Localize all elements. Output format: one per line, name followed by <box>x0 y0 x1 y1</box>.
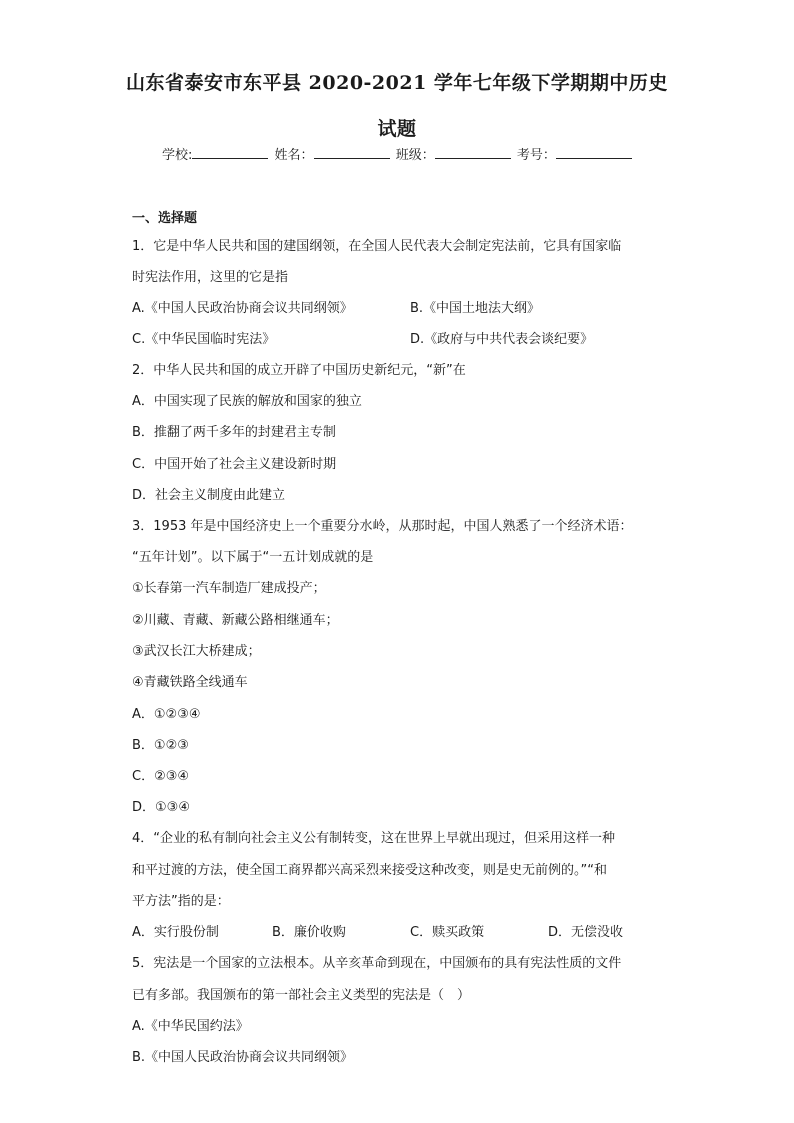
class-blank[interactable] <box>435 146 511 159</box>
q3-stem-line1: 3．1953 年是中国经济史上一个重要分水岭，从那时起，中国人熟悉了一个经济术语： <box>132 519 633 534</box>
school-label: 学校: <box>162 148 193 163</box>
name-label: 姓名： <box>274 148 314 163</box>
q2-option-b: B．推翻了两千多年的封建君主专制 <box>132 425 336 440</box>
exam-title-line2: 试题 <box>377 118 417 140</box>
q3-option-c: C．②③④ <box>132 769 190 784</box>
name-blank[interactable] <box>314 146 390 159</box>
q3-item-1: ①长春第一汽车制造厂建成投产； <box>132 581 326 596</box>
exam-number-blank[interactable] <box>556 146 632 159</box>
q4-stem-line2: 和平过渡的方法，使全国工商界都兴高采烈来接受这种改变，则是史无前例的。”“和 <box>132 863 607 878</box>
q4-stem-line1: 4．“企业的私有制向社会主义公有制转变，这在世界上早就出现过，但采用这样一种 <box>132 831 616 846</box>
q4-option-b: B．廉价收购 <box>272 925 346 940</box>
q3-option-b: B．①②③ <box>132 738 189 753</box>
q5-option-a: A.《中华民国约法》 <box>132 1019 249 1034</box>
q1-option-c: C.《中华民国临时宪法》 <box>132 332 276 347</box>
q4-option-a: A．实行股份制 <box>132 925 219 940</box>
q1-option-a: A.《中国人民政治协商会议共同纲领》 <box>132 301 353 316</box>
q2-stem: 2．中华人民共和国的成立开辟了中国历史新纪元，“新”在 <box>132 363 466 378</box>
q4-stem-line3: 平方法”指的是： <box>132 894 230 909</box>
q5-option-b: B.《中国人民政治协商会议共同纲领》 <box>132 1050 354 1065</box>
q3-item-2: ②川藏、青藏、新藏公路相继通车； <box>132 613 339 628</box>
class-label: 班级： <box>395 148 435 163</box>
student-info-row <box>162 144 634 163</box>
q3-item-4: ④青藏铁路全线通车 <box>132 675 248 690</box>
q5-stem-line2: 已有多部。我国颁布的第一部社会主义类型的宪法是（ ） <box>132 988 471 1003</box>
q2-option-c: C．中国开始了社会主义建设新时期 <box>132 457 337 472</box>
section-heading: 一、选择题 <box>132 211 198 226</box>
q1-option-d: D.《政府与中共代表会谈纪要》 <box>410 332 594 347</box>
q1-stem-line2: 时宪法作用，这里的它是指 <box>132 270 289 285</box>
q3-item-3: ③武汉长江大桥建成； <box>132 644 261 659</box>
exam-number-label: 考号： <box>516 148 556 163</box>
school-blank[interactable] <box>192 146 268 159</box>
q1-stem-line1: 1．它是中华人民共和国的建国纲领，在全国人民代表大会制定宪法前，它具有国家临 <box>132 239 622 254</box>
q2-option-d: D．社会主义制度由此建立 <box>132 488 286 503</box>
q2-option-a: A．中国实现了民族的解放和国家的独立 <box>132 394 362 409</box>
q3-stem-line2: “五年计划”。以下属于“一五计划成就的是 <box>132 550 374 565</box>
q1-option-b: B.《中国土地法大纲》 <box>410 301 541 316</box>
exam-title-line1: 山东省泰安市东平县 2020-2021 学年七年级下学期期中历史 <box>126 72 668 94</box>
q3-option-a: A．①②③④ <box>132 707 201 722</box>
q3-option-d: D．①③④ <box>132 800 190 815</box>
q4-option-d: D．无偿没收 <box>548 925 624 940</box>
q5-stem-line1: 5．宪法是一个国家的立法根本。从辛亥革命到现在，中国颁布的具有宪法性质的文件 <box>132 956 622 971</box>
q4-option-c: C．赎买政策 <box>410 925 485 940</box>
